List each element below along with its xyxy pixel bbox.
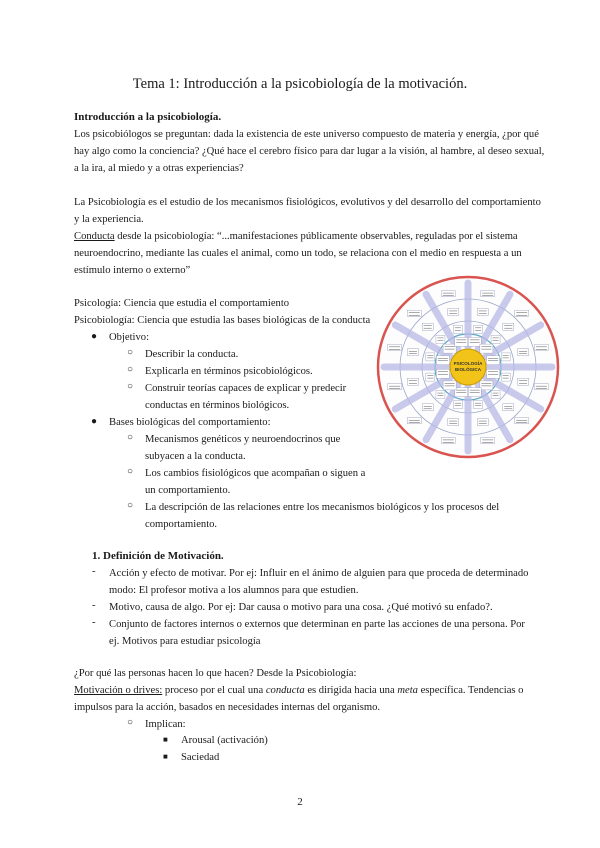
diagram-label-box [426, 373, 435, 381]
objetivo-label: Objetivo: [109, 332, 150, 343]
diagram-center-label: PSICOLOGÍA [453, 361, 483, 366]
diagram-label-box [503, 404, 514, 411]
diagram-label-box [474, 325, 483, 333]
drives-text: proceso por el cual una [162, 685, 266, 696]
diagram-label-box [422, 404, 433, 411]
diagram-label-box [448, 308, 459, 315]
circle-bullet-icon: ○ [127, 364, 134, 375]
motivacion-heading: 1. Definición de Motivación. [92, 550, 224, 562]
circle-bullet-icon: ○ [127, 381, 134, 392]
page-title: Tema 1: Introducción a la psicobiología de la motivación. [132, 76, 468, 92]
diagram-label-box [443, 344, 456, 353]
diagram-label-box [426, 353, 435, 361]
intro-paragraph-line: hay algo como la conciencia? ¿Qué hace el cerebro físico para dar lugar a la visión, al hambre, al deseo sexual, [74, 146, 545, 157]
diagram-label-box [518, 349, 529, 356]
bullet-icon: ● [91, 416, 98, 427]
psicobiologia-diagram [374, 274, 562, 460]
motivacion-definition: Conjunto de factores internos o externos que determinan en parte las acciones de una persona. Por [109, 619, 525, 630]
drives-text: es dirigida hacia una [304, 685, 398, 696]
diagram-label-box [480, 381, 493, 390]
diagram-label-box [448, 419, 459, 426]
conducta-definition-text: desde la psicobiología: “...manifestaciones públicamente observables, reguladas por el sistema [114, 231, 518, 242]
diagram-label-box [487, 369, 500, 378]
dash-icon: - [92, 600, 96, 611]
diagram-label-box [443, 381, 456, 390]
diagram-label-box [518, 378, 529, 385]
conducta-definition-line [74, 229, 534, 245]
square-bullet-icon: ■ [163, 752, 168, 761]
motivacion-definition: Acción y efecto de motivar. Por ej: Influir en el ánimo de alguien para que proceda de determinado [109, 568, 529, 579]
diagram-label-box [477, 419, 488, 426]
implican-item: Saciedad [181, 752, 220, 763]
drives-meta: meta [397, 685, 418, 696]
diagram-label-box [477, 308, 488, 315]
drives-text: específica. Tendencias o [417, 685, 524, 696]
objetivo-item: Explicarla en términos psicobiológicos. [145, 366, 313, 377]
conducta-term: Conducta [74, 231, 115, 242]
diagram-label-box [455, 388, 468, 397]
motivacion-definition: Motivo, causa de algo. Por ej: Dar causa o motivo para una cosa. ¿Qué motivó su enfado?. [109, 602, 493, 613]
diagram-label-box [491, 391, 500, 399]
diagram-label-box [407, 378, 418, 385]
intro-paragraph-line: Los psicobiólogos se preguntan: dada la existencia de este universo compuesto de materia y energía, ¿por qué [74, 129, 539, 140]
implican-label: Implican: [145, 719, 186, 730]
dash-icon: - [92, 566, 96, 577]
conducta-definition-line: neuroendocrino, mediante las cuales el animal, como un todo, se relaciona con el medio en respuesta a un [74, 248, 522, 259]
diagram-label-box [501, 353, 510, 361]
diagram-label-box [436, 356, 449, 365]
bases-item: subyacen a la conducta. [145, 451, 246, 462]
diagram-label-box [422, 323, 433, 330]
bullet-icon: ● [91, 331, 98, 342]
diagram-label-box [487, 356, 500, 365]
diagram-label-box [453, 325, 462, 333]
bases-item: comportamiento. [145, 519, 218, 530]
diagram-label-box [436, 391, 445, 399]
conducta-definition-line: estímulo interno o externo” [74, 265, 191, 276]
intro-heading: Introducción a la psicobiología. [74, 111, 222, 123]
diagram-label-box [491, 335, 500, 343]
bases-label: Bases biológicas del comportamiento: [109, 417, 271, 428]
psicobiologia-definition: Psicobiología: Ciencia que estudia las bases biológicas de la conducta [74, 315, 371, 326]
circle-bullet-icon: ○ [127, 466, 134, 477]
psicologia-definition: Psicología: Ciencia que estudia el comportamiento [74, 298, 290, 309]
page-number: 2 [297, 796, 303, 808]
diagram-label-box [436, 369, 449, 378]
objetivo-item: Describir la conducta. [145, 349, 239, 360]
bases-item: Los cambios fisiológicos que acompañan o siguen a [145, 468, 366, 479]
psicobiologia-definition-line: y la experiencia. [74, 214, 144, 225]
diagram-label-box [503, 323, 514, 330]
bases-item: La descripción de las relaciones entre los mecanismos biológicos y los procesos del [145, 502, 500, 513]
drives-definition-line: impulsos para la acción, basados en necesidades internas del organismo. [74, 702, 381, 713]
psicobiologia-definition-line: La Psicobiología es el estudio de los mecanismos fisiológicos, evolutivos y del desarrollo del comportamiento [74, 197, 541, 208]
drives-conducta: conducta [265, 685, 305, 696]
why-question: ¿Por qué las personas hacen lo que hacen? Desde la Psicobiología: [74, 668, 357, 679]
diagram-label-box [480, 344, 493, 353]
drives-definition-line [74, 683, 534, 699]
diagram-label-box [436, 335, 445, 343]
circle-bullet-icon: ○ [127, 347, 134, 358]
objetivo-item: conductas en términos biológicos. [145, 400, 290, 411]
dash-icon: - [92, 617, 96, 628]
motivacion-definition: ej. Motivos para estudiar psicología [109, 636, 261, 647]
circle-bullet-icon: ○ [127, 432, 134, 443]
diagram-center-label: BIOLÓGICA [454, 367, 482, 372]
circle-bullet-icon: ○ [127, 717, 134, 728]
bases-item: un comportamiento. [145, 485, 231, 496]
diagram-label-box [455, 337, 468, 346]
diagram-label-box [501, 373, 510, 381]
diagram-label-box [468, 388, 481, 397]
intro-paragraph-line: a la ira, al miedo y a otras experiencias? [74, 163, 244, 174]
diagram-label-box [407, 349, 418, 356]
drives-term: Motivación o drives: [74, 685, 163, 696]
implican-item: Arousal (activación) [181, 735, 268, 746]
motivacion-definition: modo: El profesor motiva a los alumnos para que estudien. [109, 585, 359, 596]
diagram-label-box [453, 401, 462, 409]
bases-item: Mecanismos genéticos y neuroendocrinos que [145, 434, 341, 445]
circle-bullet-icon: ○ [127, 500, 134, 511]
diagram-label-box [468, 337, 481, 346]
diagram-label-box [474, 401, 483, 409]
square-bullet-icon: ■ [163, 735, 168, 744]
objetivo-item: Construir teorías capaces de explicar y predecir [145, 383, 347, 394]
